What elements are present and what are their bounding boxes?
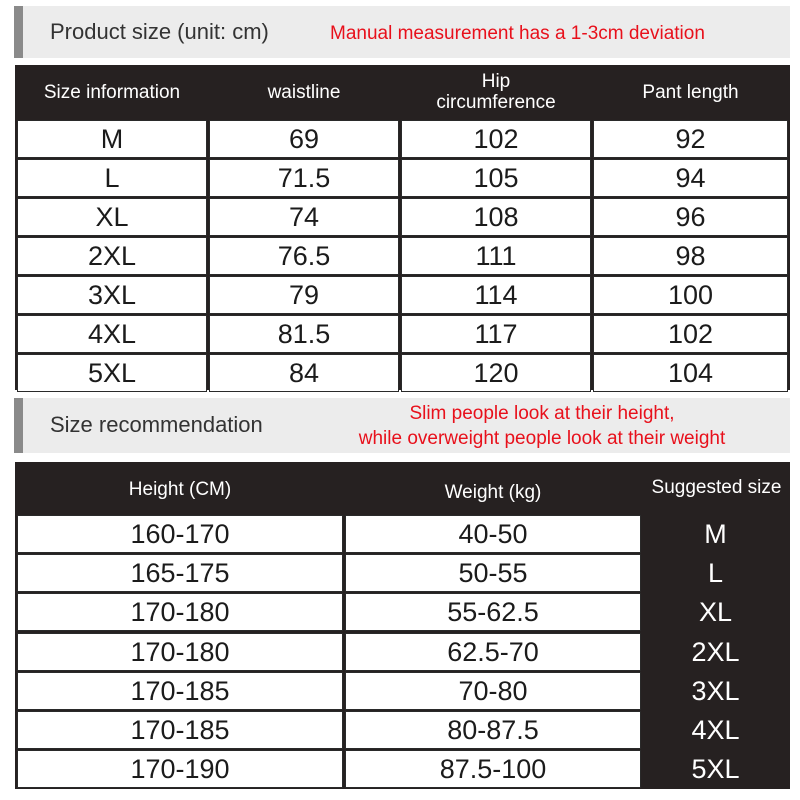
size-recommendation-title: Size recommendation	[50, 412, 263, 437]
size-label-cell: M	[17, 120, 207, 158]
column-header: Hip circumference	[401, 66, 591, 118]
table-cell: 98	[593, 237, 788, 275]
recommendation-note-line2: while overweight people look at their weight	[358, 428, 726, 449]
table-cell: 104	[593, 354, 788, 392]
section-accent	[14, 398, 23, 453]
table-cell: 71.5	[209, 159, 399, 197]
table-cell: 120	[401, 354, 591, 392]
height-range-cell: 170-190	[17, 750, 343, 788]
weight-range-cell: 62.5-70	[345, 633, 641, 671]
weight-range-cell: 70-80	[345, 672, 641, 710]
table-cell: 84	[209, 354, 399, 392]
table-cell: 102	[593, 315, 788, 353]
column-header: Suggested size	[643, 463, 790, 515]
column-header: waistline	[209, 66, 399, 118]
size-label-cell: 2XL	[17, 237, 207, 275]
height-range-cell: 165-175	[17, 554, 343, 592]
suggested-size-cell: 2XL	[643, 633, 788, 671]
table-cell: 111	[401, 237, 591, 275]
column-header: Pant length	[593, 66, 788, 118]
size-label-cell: XL	[17, 198, 207, 236]
weight-range-cell: 40-50	[345, 515, 641, 553]
weight-range-cell: 55-62.5	[345, 593, 641, 631]
product-size-title: Product size (unit: cm)	[50, 19, 269, 44]
table-cell: 74	[209, 198, 399, 236]
height-range-cell: 160-170	[17, 515, 343, 553]
table-cell: 81.5	[209, 315, 399, 353]
table-cell: 92	[593, 120, 788, 158]
weight-range-cell: 87.5-100	[345, 750, 641, 788]
size-label-cell: 5XL	[17, 354, 207, 392]
table-cell: 69	[209, 120, 399, 158]
height-range-cell: 170-180	[17, 633, 343, 671]
size-label-cell: L	[17, 159, 207, 197]
suggested-size-cell: L	[643, 554, 788, 592]
table-cell: 96	[593, 198, 788, 236]
table-cell: 105	[401, 159, 591, 197]
weight-range-cell: 80-87.5	[345, 711, 641, 749]
height-range-cell: 170-185	[17, 711, 343, 749]
table-cell: 94	[593, 159, 788, 197]
section-accent	[14, 6, 23, 58]
height-range-cell: 170-180	[17, 593, 343, 631]
suggested-size-cell: XL	[643, 593, 788, 631]
column-header: Height (CM)	[17, 463, 343, 515]
recommendation-note-line1: Slim people look at their height,	[409, 403, 675, 424]
table-cell: 100	[593, 276, 788, 314]
column-header: Weight (kg)	[345, 463, 641, 515]
table-cell: 102	[401, 120, 591, 158]
size-label-cell: 4XL	[17, 315, 207, 353]
measurement-deviation-note: Manual measurement has a 1-3cm deviation	[330, 23, 705, 44]
weight-range-cell: 50-55	[345, 554, 641, 592]
table-cell: 79	[209, 276, 399, 314]
column-header: Size information	[17, 66, 207, 118]
table-cell: 76.5	[209, 237, 399, 275]
suggested-size-cell: M	[643, 515, 788, 553]
height-range-cell: 170-185	[17, 672, 343, 710]
recommendation-note	[325, 401, 759, 451]
suggested-size-cell: 4XL	[643, 711, 788, 749]
suggested-size-cell: 3XL	[643, 672, 788, 710]
table-cell: 117	[401, 315, 591, 353]
size-label-cell: 3XL	[17, 276, 207, 314]
table-cell: 108	[401, 198, 591, 236]
table-cell: 114	[401, 276, 591, 314]
suggested-size-cell: 5XL	[643, 750, 788, 788]
